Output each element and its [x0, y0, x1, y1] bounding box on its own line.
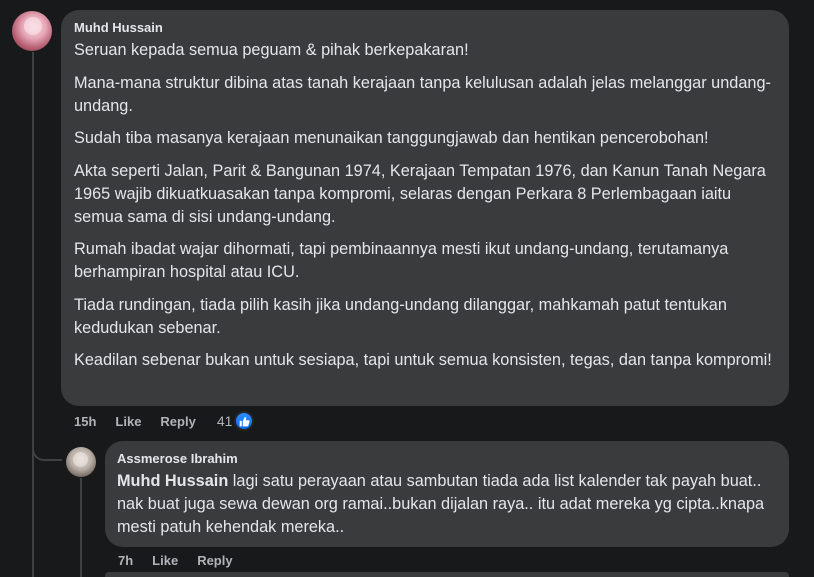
reaction-count: 41 — [216, 413, 233, 429]
reply-actions — [118, 550, 252, 570]
reply-body: lagi satu perayaan atau sambutan tiada ada list kalender tak payah buat.. nak buat juga sewa dewan org ramai..bukan dijalan raya.. itu adat mereka yg cipta..knapa mesti patuh kehendak mereka.. — [117, 472, 765, 536]
avatar[interactable] — [12, 11, 52, 51]
comment-actions — [74, 411, 254, 431]
reply-timestamp[interactable]: 7h — [118, 552, 134, 568]
reply-bubble — [105, 441, 789, 547]
comment-bubble — [61, 10, 789, 406]
reaction-summary[interactable] — [217, 411, 255, 431]
comment-author[interactable]: Muhd Hussain — [74, 20, 163, 35]
thumbs-up-icon — [234, 411, 254, 431]
comment-paragraph: Keadilan sebenar bukan untuk sesiapa, tapi untuk semua konsisten, tegas, dan tanpa kompromi! — [74, 351, 772, 369]
thread-connector — [32, 437, 62, 461]
reply-author[interactable]: Assmerose Ibrahim — [117, 451, 238, 466]
like-button[interactable]: Like — [152, 552, 179, 568]
thread-line — [32, 52, 34, 577]
mention-link[interactable]: Muhd Hussain — [117, 472, 229, 490]
reply-text — [117, 470, 777, 539]
like-button[interactable]: Like — [115, 413, 142, 429]
comment-paragraph: Akta seperti Jalan, Parit & Bangunan 1974, Kerajaan Tempatan 1976, dan Kanun Tanah Negara 1965 wajib dikuatkuasakan tanpa kompromi, selaras dengan Perkara 8 Perlembagaan iaitu semua sama di sisi undang-undang. — [74, 161, 766, 226]
comment-timestamp[interactable]: 15h — [74, 413, 97, 429]
comment-paragraph: Tiada rundingan, tiada pilih kasih jika undang-undang dilanggar, mahkamah patut tentukan kedudukan sebenar. — [74, 295, 727, 337]
reply-button[interactable]: Reply — [160, 413, 196, 429]
comment-paragraph: Rumah ibadat wajar dihormati, tapi pembinaannya mesti ikut undang-undang, terutamanya berhampiran hospital atau ICU. — [74, 240, 729, 281]
comment-paragraph: Seruan kepada semua peguam & pihak berkepakaran! — [74, 41, 469, 59]
comment-paragraph: Sudah tiba masanya kerajaan menunaikan tanggungjawab dan hentikan pencerobohan! — [74, 129, 709, 147]
reply-thread-line — [80, 478, 82, 577]
comment-paragraph: Mana-mana struktur dibina atas tanah kerajaan tanpa kelulusan adalah jelas melanggar undang-undang. — [74, 73, 771, 115]
next-comment-bubble — [105, 572, 789, 577]
avatar[interactable] — [66, 447, 96, 477]
reply-button[interactable]: Reply — [197, 552, 233, 568]
